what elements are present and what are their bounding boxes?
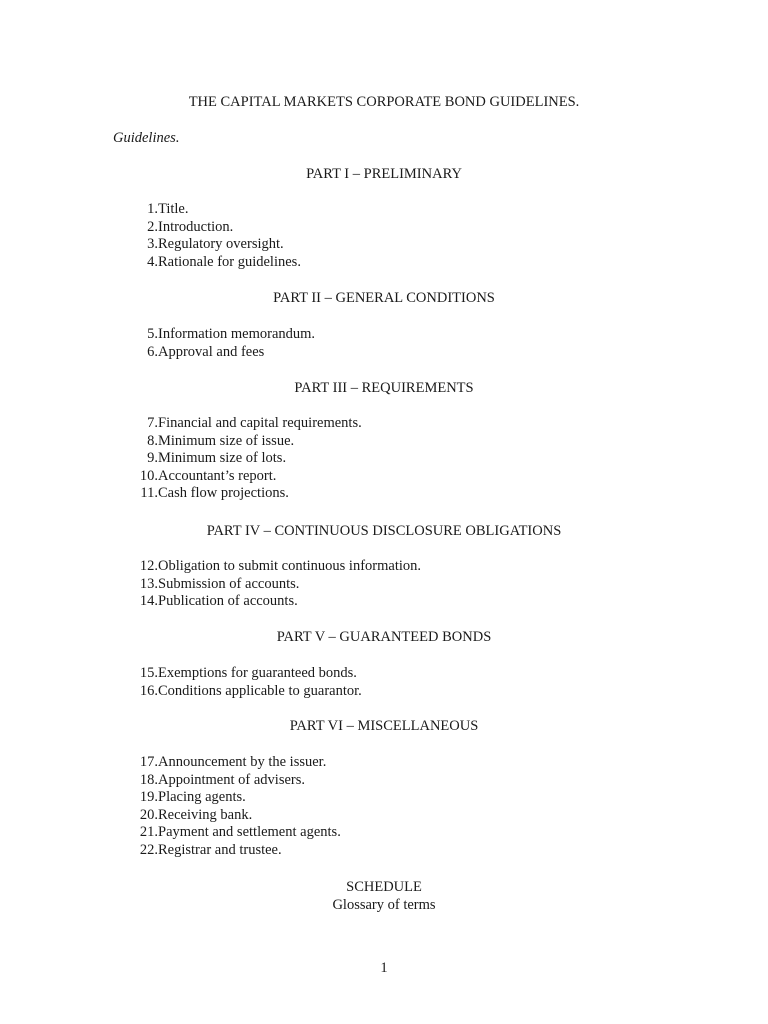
toc-list-part-2	[130, 326, 316, 361]
item-number: 21.	[139, 824, 158, 841]
item-number: 10.	[139, 467, 158, 484]
item-number: 8.	[147, 432, 158, 449]
guidelines-label: Guidelines.	[113, 130, 180, 146]
item-number: 15.	[139, 665, 158, 681]
item-number: 13.	[139, 575, 158, 592]
item-text: Exemptions for guaranteed bonds.	[158, 665, 357, 681]
item-text: Regulatory oversight.	[158, 236, 284, 253]
schedule-subheading: Glossary of terms	[332, 897, 436, 913]
item-text: Conditions applicable to guarantor.	[158, 682, 362, 699]
item-number: 12.	[139, 558, 158, 574]
item-text: Financial and capital requirements.	[158, 415, 362, 431]
toc-list-part-4	[130, 558, 421, 611]
item-number: 1.	[147, 201, 158, 217]
item-number: 5.	[147, 326, 158, 342]
schedule-heading: SCHEDULE	[346, 879, 422, 895]
list-item	[130, 665, 357, 683]
item-text: Information memorandum.	[158, 326, 316, 342]
item-text: Rationale for guidelines.	[158, 253, 301, 270]
list-item	[130, 450, 287, 468]
list-item	[130, 467, 277, 486]
item-number: 20.	[139, 806, 158, 823]
item-text: Minimum size of lots.	[158, 450, 287, 467]
list-item	[130, 432, 295, 451]
page-number: 1	[380, 960, 388, 976]
list-item	[130, 789, 246, 807]
part-heading-6: PART VI – MISCELLANEOUS	[289, 718, 479, 734]
toc-list-part-6	[130, 754, 341, 860]
list-item	[130, 682, 362, 701]
list-item	[130, 236, 284, 254]
list-item	[130, 575, 300, 594]
list-item	[130, 771, 305, 790]
item-number: 22.	[139, 841, 158, 858]
toc-list-part-5	[130, 665, 362, 700]
item-number: 11.	[140, 485, 158, 502]
list-item	[130, 485, 289, 503]
item-number: 16.	[139, 682, 158, 699]
part-heading-1: PART I – PRELIMINARY	[306, 166, 462, 182]
item-text: Payment and settlement agents.	[158, 824, 341, 841]
item-number: 14.	[139, 593, 158, 610]
list-item	[130, 754, 327, 772]
part-heading-5: PART V – GUARANTEED BONDS	[276, 629, 492, 645]
part-heading-2: PART II – GENERAL CONDITIONS	[273, 290, 495, 306]
item-text: Placing agents.	[158, 789, 246, 806]
item-text: Obligation to submit continuous information.	[158, 558, 421, 574]
item-text: Announcement by the issuer.	[158, 754, 327, 770]
item-text: Approval and fees	[158, 343, 265, 360]
list-item	[130, 558, 421, 576]
item-number: 7.	[147, 415, 158, 431]
list-item	[130, 326, 316, 344]
list-item	[130, 824, 341, 842]
item-text: Submission of accounts.	[158, 575, 300, 592]
item-number: 17.	[139, 754, 158, 770]
item-text: Introduction.	[158, 218, 234, 235]
document-title: THE CAPITAL MARKETS CORPORATE BOND GUIDELINES.	[188, 94, 580, 110]
item-text: Accountant’s report.	[158, 467, 277, 484]
item-number: 9.	[147, 450, 158, 467]
item-number: 6.	[147, 343, 158, 360]
item-number: 18.	[139, 771, 158, 788]
item-text: Receiving bank.	[158, 806, 253, 823]
item-text: Publication of accounts.	[158, 593, 298, 610]
list-item	[130, 415, 362, 433]
part-heading-4: PART IV – CONTINUOUS DISCLOSURE OBLIGATIONS	[206, 523, 562, 539]
list-item	[130, 218, 234, 237]
list-item	[130, 593, 298, 611]
toc-list-part-1	[130, 201, 301, 271]
item-text: Minimum size of issue.	[158, 432, 295, 449]
item-number: 3.	[147, 236, 158, 253]
toc-list-part-3	[130, 415, 362, 503]
item-text: Title.	[158, 201, 189, 217]
item-text: Appointment of advisers.	[158, 771, 305, 788]
list-item	[130, 343, 265, 362]
item-number: 4.	[147, 253, 158, 270]
list-item	[130, 253, 301, 272]
list-item	[130, 201, 189, 219]
item-number: 2.	[147, 218, 158, 235]
item-text: Cash flow projections.	[158, 485, 289, 502]
part-heading-3: PART III – REQUIREMENTS	[294, 380, 474, 396]
item-text: Registrar and trustee.	[158, 841, 282, 858]
list-item	[130, 806, 253, 825]
item-number: 19.	[139, 789, 158, 806]
list-item	[130, 841, 282, 860]
